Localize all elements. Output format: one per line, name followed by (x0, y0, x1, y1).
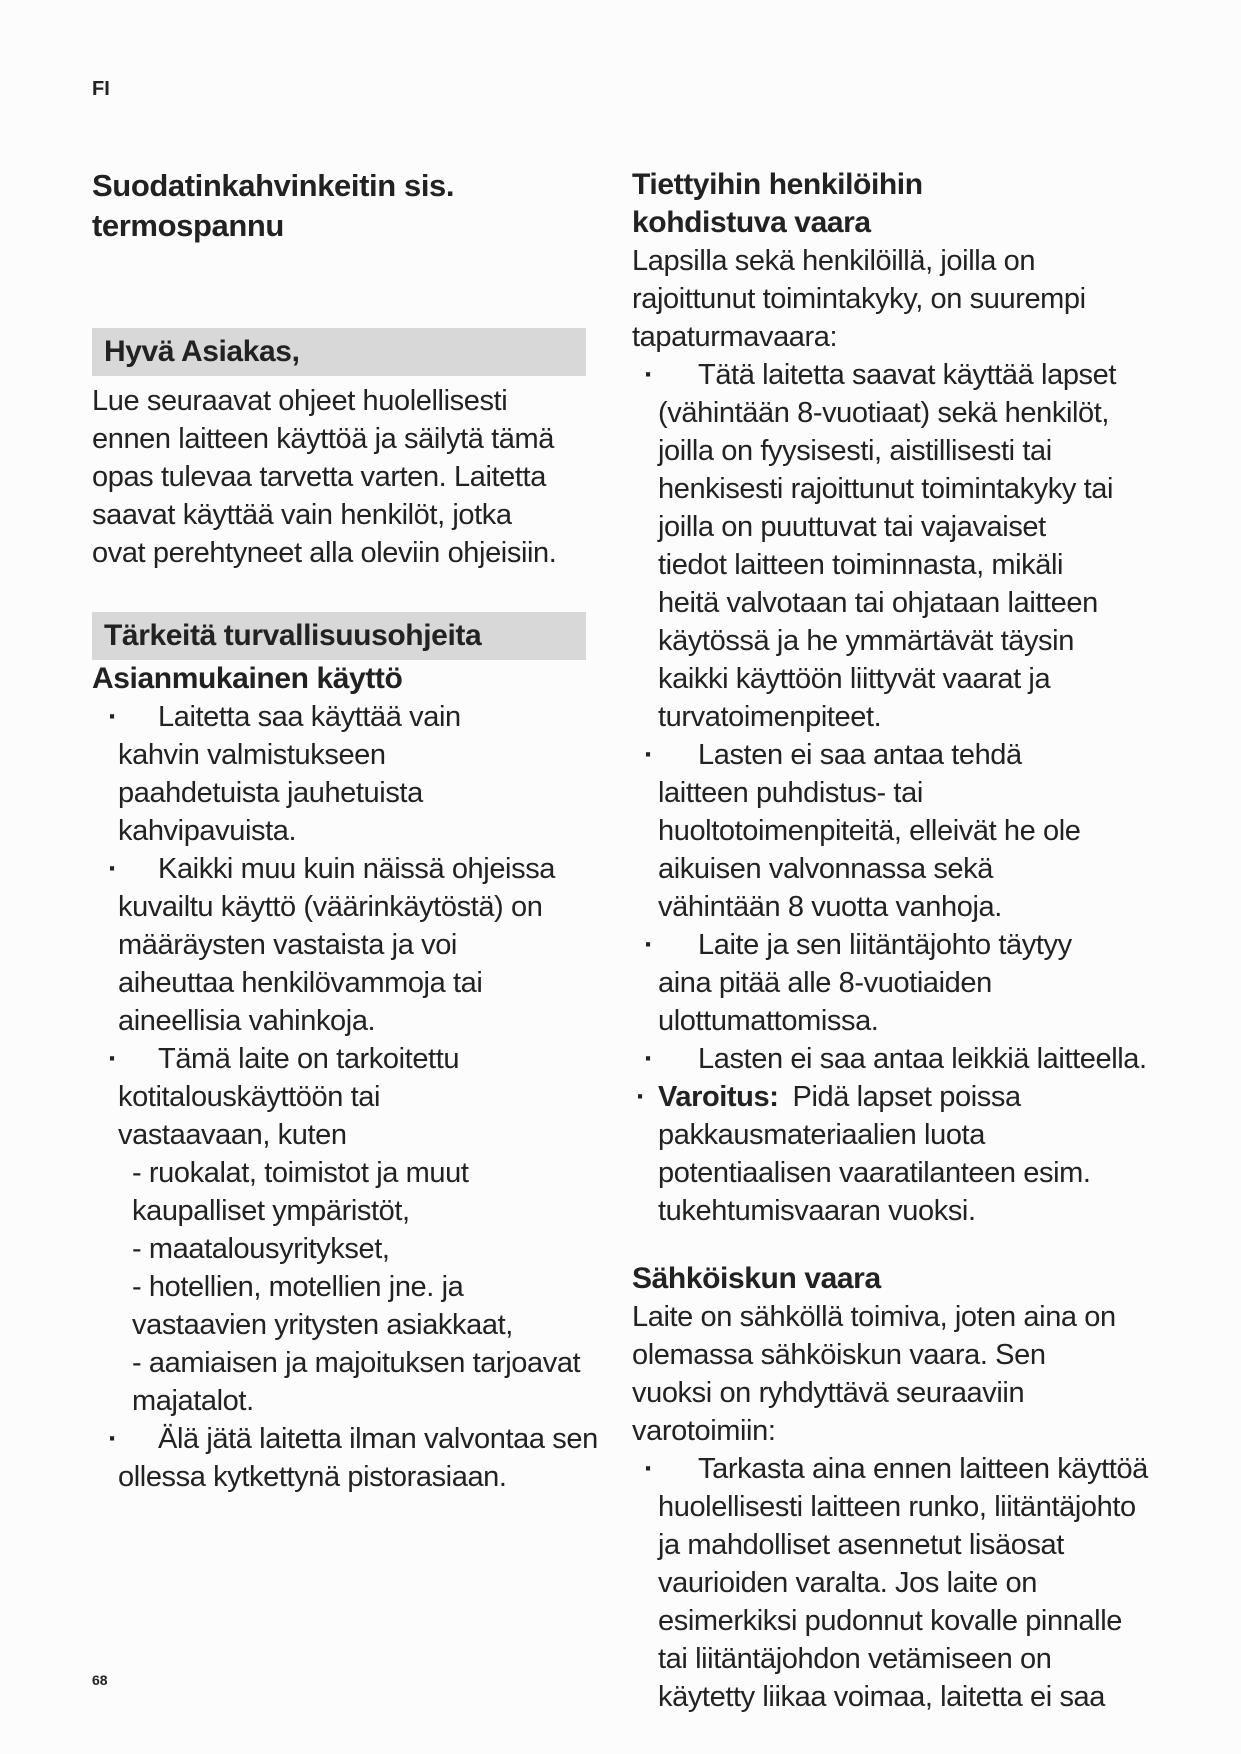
shock-heading: Sähköiskun vaara (632, 1262, 881, 1295)
usage-bullet-3: Tämä laite on tarkoitettu kotitalouskäyttöön tai vastaavaan, kuten (118, 1043, 460, 1151)
persons-bullet-3: Laite ja sen liitäntäjohto täytyy aina pitää alle 8-vuotiaiden ulottumattomissa. (658, 929, 1072, 1037)
persons-intro: Lapsilla sekä henkilöillä, joilla on rajoittunut toimintakyky, on suurempi tapaturmavaara: (632, 245, 1086, 353)
persons-list (632, 356, 1152, 1230)
usage-list-2 (92, 1420, 612, 1496)
list-item: · Älä jätä laitetta ilman valvontaa sen ollessa kytkettynä pistorasiaan. (92, 1420, 612, 1496)
list-item: · Laitetta saa käyttää vain kahvin valmistukseen paahdetuista jauhetuista kahvipavuista. (92, 698, 612, 850)
usage-list (92, 698, 612, 1154)
language-code: FI (92, 78, 110, 100)
list-item: · Tarkasta aina ennen laitteen käyttöä huolellisesti laitteen runko, liitäntäjohto ja mahdolliset asennetut lisäosat vaurioiden varalta. Jos laite on esimerkiksi pudonnut kovalle pinnalle tai liitäntäjohdon vetämiseen on käytetty liikaa voimaa, laitetta ei saa (632, 1450, 1152, 1716)
right-column (632, 166, 1152, 1716)
warning-label: Varoitus: (658, 1081, 779, 1113)
list-item: · Tämä laite on tarkoitettu kotitalouskäyttöön tai vastaavaan, kuten (92, 1040, 612, 1154)
persons-bullet-2: Lasten ei saa antaa tehdä laitteen puhdistus- tai huoltotoimenpiteitä, elleivät he ole aikuisen valvonnassa sekä vähintään 8 vuotta vanhoja. (658, 739, 1081, 923)
list-item: · Varoitus: Pidä lapset poissa pakkausmateriaalien luota potentiaalisen vaaratilanteen esim. tukehtumisvaaran vuoksi. (636, 1081, 1091, 1227)
product-title-line1: Suodatinkahvinkeitin sis. (92, 168, 455, 203)
shock-bullet-1: Tarkasta aina ennen laitteen käyttöä huolellisesti laitteen runko, liitäntäjohto ja mahdolliset asennetut lisäosat vaurioiden varalta. Jos laite on esimerkiksi pudonnut kovalle pinnalle tai liitäntäjohdon vetämiseen on käytetty liikaa voimaa, laitetta ei saa (658, 1453, 1148, 1713)
usage-dash-4: - aamiaisen ja majoituksen tarjoavat majatalot. (132, 1347, 581, 1417)
persons-bullet-4: Lasten ei saa antaa leikkiä laitteella. (698, 1043, 1147, 1075)
product-title-line2: termospannu (92, 208, 284, 243)
list-item: · Lasten ei saa antaa leikkiä laitteella. (632, 1040, 1152, 1078)
shock-intro: Laite on sähköllä toimiva, joten aina on olemassa sähköiskun vaara. Sen vuoksi on ryhdyttävä seuraaviin varotoimiin: (632, 1301, 1116, 1447)
usage-bullet-2: Kaikki muu kuin näissä ohjeissa kuvailtu käyttö (väärinkäytöstä) on määräysten vastaista ja voi aiheuttaa henkilövammoja tai aineellisia vahinkoja. (118, 853, 556, 1037)
warning-text: Pidä lapset poissa pakkausmateriaalien luota potentiaalisen vaaratilanteen esim. tukehtumisvaaran vuoksi. (658, 1081, 1091, 1227)
list-item: · Tätä laitetta saavat käyttää lapset (vähintään 8-vuotiaat) sekä henkilöt, joilla on fyysisesti, aistillisesti tai henkisesti rajoittunut toimintakyky tai joilla on puuttuvat tai vajavaiset tiedot laitteen toiminnasta, mikäli heitä valvotaan tai ohjataan laitteen käytössä ja he ymmärtävät täysin kaikki käyttöön liittyvät vaarat ja turvatoimenpiteet. (632, 356, 1152, 736)
usage-bullet-4: Älä jätä laitetta ilman valvontaa sen ollessa kytkettynä pistorasiaan. (118, 1423, 598, 1493)
persons-bullet-1: Tätä laitetta saavat käyttää lapset (vähintään 8-vuotiaat) sekä henkilöt, joilla on fyysisesti, aistillisesti tai henkisesti rajoittunut toimintakyky tai joilla on puuttuvat tai vajavaiset tiedot laitteen toiminnasta, mikäli heitä valvotaan tai ohjataan laitteen käytössä ja he ymmärtävät täysin kaikki käyttöön liittyvät vaarat ja turvatoimenpiteet. (658, 359, 1117, 733)
list-item: · Laite ja sen liitäntäjohto täytyy aina pitää alle 8-vuotiaiden ulottumattomissa. (632, 926, 1152, 1040)
left-column (92, 166, 612, 1496)
usage-bullet-1: Laitetta saa käyttää vain kahvin valmistukseen paahdetuista jauhetuista kahvipavuista. (118, 701, 461, 847)
safety-heading: Tärkeitä turvallisuusohjeita (92, 612, 586, 660)
usage-dash-1: - ruokalat, toimistot ja muut kaupalliset ympäristöt, (132, 1157, 469, 1227)
usage-heading: Asianmukainen käyttö (92, 662, 403, 695)
list-item: · Lasten ei saa antaa tehdä laitteen puhdistus- tai huoltotoimenpiteitä, elleivät he ole aikuisen valvonnassa sekä vähintään 8 vuotta vanhoja. (632, 736, 1152, 926)
greeting-text: Lue seuraavat ohjeet huolellisesti ennen laitteen käyttöä ja säilytä tämä opas tulevaa tarvetta varten. Laitetta saavat käyttää vain henkilöt, jotka ovat perehtyneet alla oleviin ohjeisiin. (92, 385, 557, 569)
greeting-heading: Hyvä Asiakas, (92, 328, 586, 376)
shock-list (632, 1450, 1152, 1716)
usage-dash-2: - maatalousyritykset, (132, 1233, 390, 1265)
usage-dash-3: - hotellien, motellien jne. ja vastaavien yritysten asiakkaat, (132, 1271, 513, 1341)
page-number: 68 (92, 1672, 108, 1688)
persons-heading: Tiettyihin henkilöihin kohdistuva vaara (632, 168, 923, 239)
list-item: · Kaikki muu kuin näissä ohjeissa kuvailtu käyttö (väärinkäytöstä) on määräysten vastaista ja voi aiheuttaa henkilövammoja tai aineellisia vahinkoja. (92, 850, 612, 1040)
